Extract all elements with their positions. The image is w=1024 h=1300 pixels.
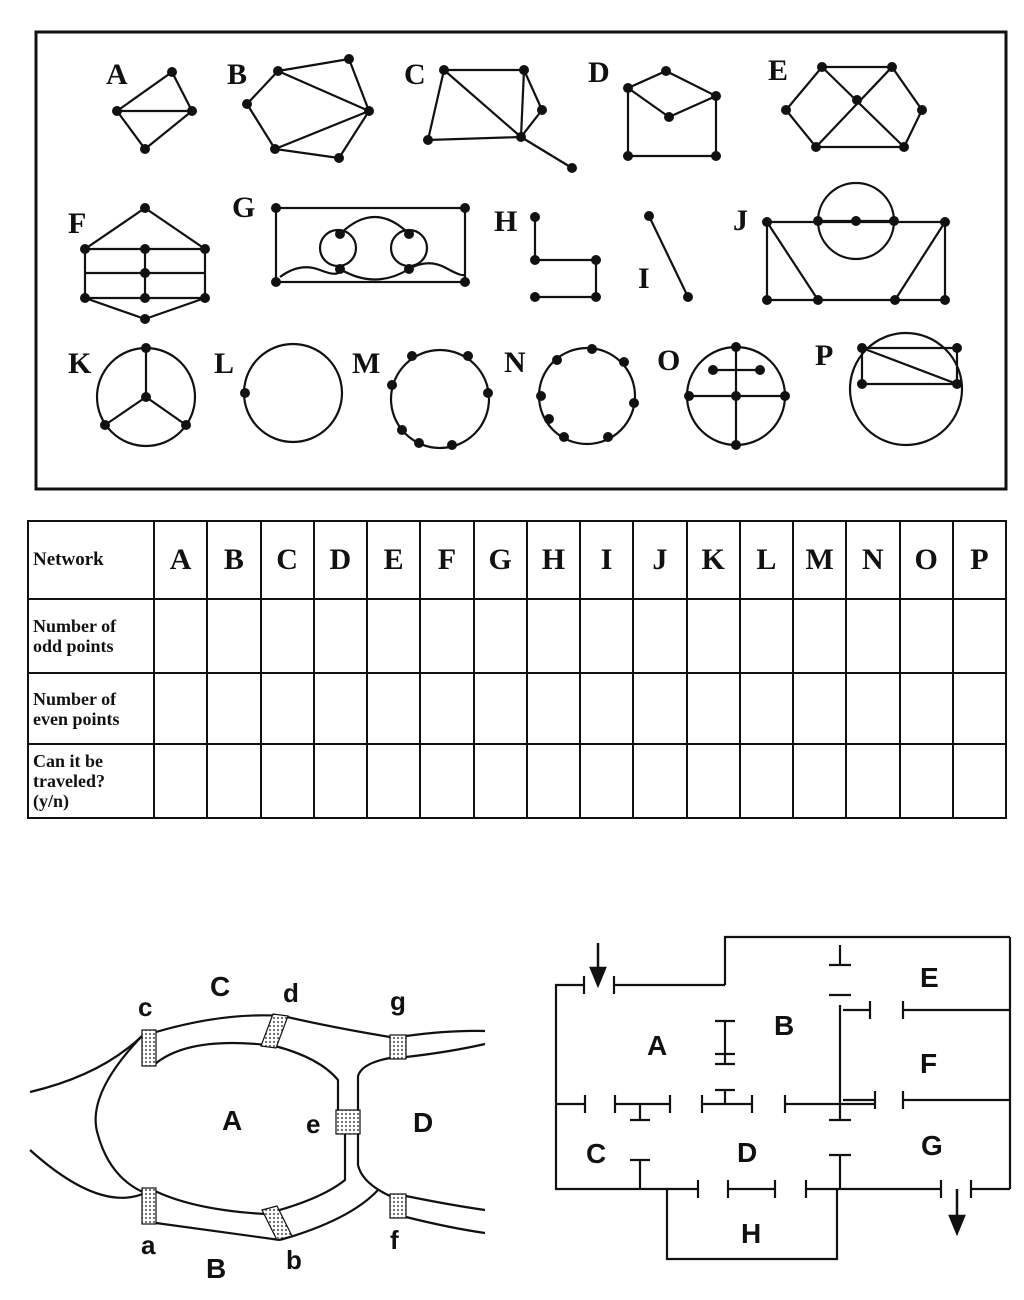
column-header: F — [420, 521, 473, 599]
floor-plan — [556, 937, 1010, 1259]
network-label-O: O — [657, 344, 681, 377]
bridge-a — [142, 1188, 156, 1224]
bridge-label-d: d — [283, 978, 299, 1008]
column-header: E — [367, 521, 420, 599]
column-header: O — [900, 521, 953, 599]
room-label-B: B — [774, 1010, 795, 1041]
bridge-label-a: a — [141, 1230, 156, 1260]
row-header-odd-points: Number of odd points — [28, 599, 154, 673]
network-label-I: I — [638, 262, 650, 295]
bridge-e — [336, 1110, 360, 1134]
column-header: D — [314, 521, 367, 599]
network-label-K: K — [68, 347, 92, 380]
network-label-E: E — [768, 54, 789, 87]
network-label-A: A — [106, 58, 128, 91]
row-header-network: Network — [28, 521, 154, 599]
column-header: I — [580, 521, 633, 599]
network-label-F: F — [68, 207, 87, 240]
column-header: A — [154, 521, 207, 599]
column-header: L — [740, 521, 793, 599]
network-label-J: J — [733, 204, 748, 237]
bridge-label-f: f — [390, 1225, 399, 1255]
region-label-C: C — [210, 971, 231, 1002]
network-label-B: B — [227, 58, 248, 91]
region-label-D: D — [413, 1107, 434, 1138]
column-header: J — [633, 521, 686, 599]
bridge-label-c: c — [138, 992, 153, 1022]
bridge-f — [390, 1194, 406, 1218]
column-header: H — [527, 521, 580, 599]
network-label-P: P — [815, 339, 834, 372]
room-label-C: C — [586, 1138, 607, 1169]
room-label-F: F — [920, 1048, 938, 1079]
column-header: M — [793, 521, 846, 599]
column-header: B — [207, 521, 260, 599]
network-label-G: G — [232, 191, 256, 224]
network-label-N: N — [504, 346, 526, 379]
bridge-g — [390, 1035, 406, 1059]
bridge-d — [261, 1014, 288, 1048]
row-header-traveled: Can it be traveled? (y/n) — [28, 744, 154, 818]
column-header: P — [953, 521, 1006, 599]
region-label-A: A — [222, 1105, 243, 1136]
entry-arrow-icon — [591, 943, 605, 985]
room-label-H: H — [741, 1218, 762, 1249]
room-label-D: D — [737, 1137, 758, 1168]
room-label-A: A — [647, 1030, 668, 1061]
row-header-even-points: Number of even points — [28, 673, 154, 744]
column-header: K — [687, 521, 740, 599]
network-label-D: D — [588, 56, 610, 89]
bridge-label-g: g — [390, 986, 406, 1016]
column-header: N — [846, 521, 899, 599]
bridge-c — [142, 1030, 156, 1066]
room-label-E: E — [920, 962, 939, 993]
column-header: C — [261, 521, 314, 599]
network-label-C: C — [404, 58, 426, 91]
bridge-b — [262, 1206, 292, 1240]
network-label-L: L — [214, 347, 235, 380]
network-label-H: H — [494, 205, 518, 238]
region-label-B: B — [206, 1253, 227, 1284]
room-label-G: G — [921, 1130, 943, 1161]
column-header: G — [474, 521, 527, 599]
bridges — [142, 1014, 406, 1240]
exit-arrow-icon — [950, 1189, 964, 1233]
network-label-M: M — [352, 347, 381, 380]
bridge-label-e: e — [306, 1109, 321, 1139]
bridge-label-b: b — [286, 1245, 302, 1275]
